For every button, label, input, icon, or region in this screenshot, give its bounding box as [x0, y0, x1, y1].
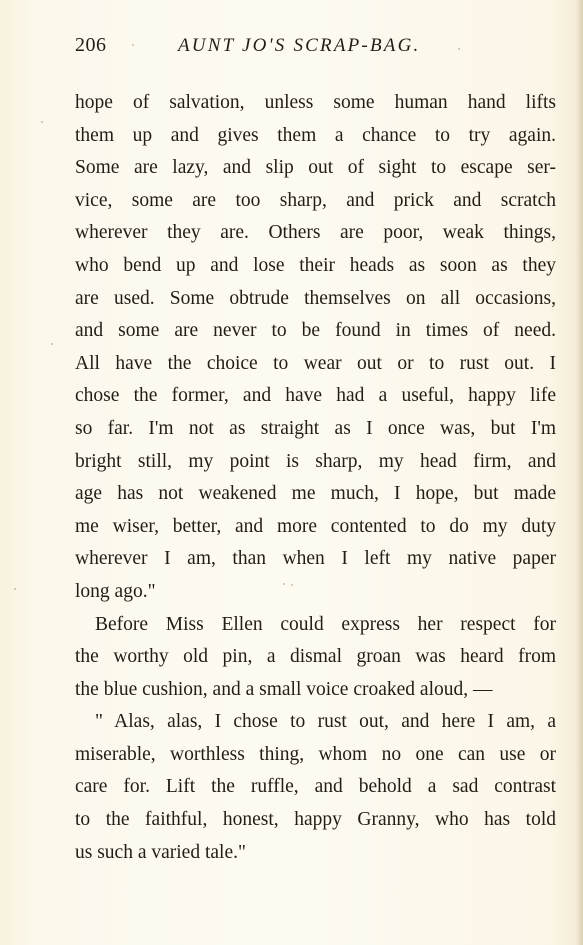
running-head: AUNT JO'S SCRAP-BAG. [178, 35, 421, 56]
text-line: long ago." [75, 580, 156, 602]
text-line: the blue cushion, and a small voice croaked aloud, — [75, 678, 493, 700]
text-line: bright still, my point is sharp, my head firm, and [75, 450, 556, 472]
page-number: 206 [75, 34, 107, 56]
text-line: to the faithful, honest, happy Granny, who has told [75, 809, 556, 831]
text-line: miserable, worthless thing, whom no one can use or [75, 743, 556, 765]
paper-speck [41, 121, 43, 123]
page-edge-shadow [576, 0, 583, 945]
paragraph [75, 706, 556, 869]
text-line: so far. I'm not as straight as I once was, but I'm [75, 417, 556, 439]
text-line: are used. Some obtrude themselves on all occasions, [75, 287, 556, 309]
text-line: wherever they are. Others are poor, weak things, [75, 222, 556, 244]
text-line: Before Miss Ellen could express her respect for [95, 613, 556, 635]
paper-speck [458, 48, 460, 50]
text-line: All have the choice to wear out or to rust out. I [75, 352, 556, 374]
text-line: the worthy old pin, a dismal groan was heard from [75, 646, 556, 668]
page-header [75, 34, 555, 62]
text-line: vice, some are too sharp, and prick and scratch [75, 189, 556, 211]
paper-speck [283, 583, 285, 585]
paper-speck [14, 588, 16, 590]
text-line: care for. Lift the ruffle, and behold a sad contrast [75, 776, 556, 798]
paper-speck [51, 343, 53, 345]
paragraph [75, 87, 556, 609]
paragraph [75, 609, 556, 707]
text-line: us such a varied tale." [75, 841, 246, 863]
text-line: and some are never to be found in times of need. [75, 320, 556, 342]
text-line: age has not weakened me much, I hope, but made [75, 483, 556, 505]
text-line: who bend up and lose their heads as soon as they [75, 254, 556, 276]
paper-speck [291, 584, 293, 586]
text-line: wherever I am, than when I left my native paper [75, 548, 556, 570]
text-line: hope of salvation, unless some human hand lifts [75, 92, 556, 113]
text-line: me wiser, better, and more contented to do my duty [75, 515, 556, 537]
paper-speck [132, 44, 134, 46]
text-line: " Alas, alas, I chose to rust out, and here I am, a [95, 711, 556, 733]
text-line: Some are lazy, and slip out of sight to escape ser- [75, 157, 556, 179]
body-text [75, 87, 556, 869]
text-line: them up and gives them a chance to try again. [75, 124, 556, 146]
text-line: chose the former, and have had a useful, happy life [75, 385, 556, 407]
